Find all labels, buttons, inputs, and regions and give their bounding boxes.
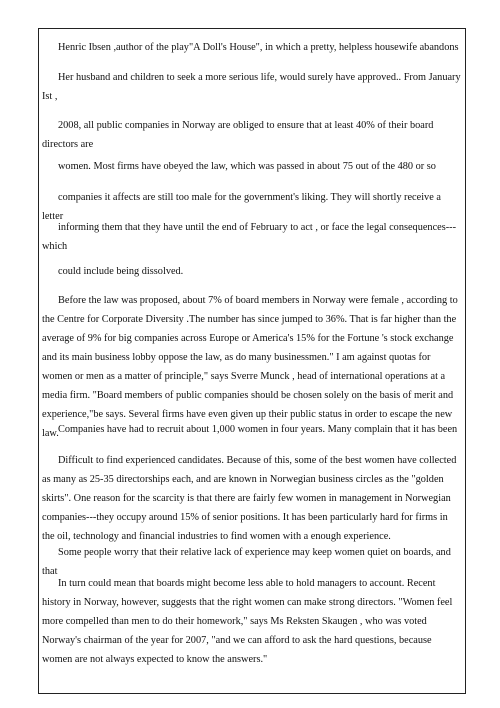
paragraph-3: 2008, all public companies in Norway are obliged to ensure that at least 40% of their board directors are bbox=[42, 120, 434, 150]
paragraph-11: Some people worry that their relative lack of experience may keep women quiet on boards, and that bbox=[42, 547, 451, 577]
paragraph-2: Her husband and children to seek a more serious life, would surely have approved.. From January Ist , bbox=[42, 72, 461, 102]
paragraph-8: Before the law was proposed, about 7% of board members in Norway were female , according to the Centre for Corporate Diversity .The number has since jumped to 36%. That is far higher than the average of 9% for big companies across Europe or America's 15% for the Fortune 's stock exchange and its main business lobby oppose the law, as do many businessmen." I am against quotas for women or men as a matter of principle," says Sverre Munck , head of international operations at a media firm. "Board members of public companies should be chosen solely on the basis of merit and experience,"be says. Several firms have even given up their public status in order to escape the new law. bbox=[42, 295, 458, 439]
paragraph-4: women. Most firms have obeyed the law, which was passed in about 75 out of the 480 or so bbox=[58, 161, 436, 172]
paragraph-1: Henric Ibsen ,author of the play"A Doll's House", in which a pretty, helpless housewife abandons bbox=[58, 42, 459, 53]
paragraph-10: Difficult to find experienced candidates. Because of this, some of the best women have collected as many as 25-35 directorships each, and are known in Norwegian business circles as the "golden skirts". One reason for the scarcity is that there are fairly few women in management in Norwegian companies---they occupy around 15% of senior positions. It has been particularly hard for firms in the oil, technology and financial industries to find women with a enough experience. bbox=[42, 455, 457, 542]
paragraph-9: Companies have had to recruit about 1,000 women in four years. Many complain that it has been bbox=[58, 424, 458, 435]
paragraph-7: could include being dissolved. bbox=[58, 266, 184, 277]
paragraph-5: companies it affects are still too male for the government's liking. They will shortly receive a letter bbox=[42, 192, 441, 222]
paragraph-12: In turn could mean that boards might become less able to hold managers to account. Recent history in Norway, however, suggests that the right women can make strong directors. "Women feel more compelled than men to do their homework," says Ms Reksten Skaugen , who was voted Norway's chairman of the year for 2007, "and we can afford to ask the hard questions, because women are not always expected to know the answers." bbox=[42, 578, 453, 665]
paragraph-6: informing them that they have until the end of February to act , or face the legal consequences---which bbox=[42, 222, 456, 252]
